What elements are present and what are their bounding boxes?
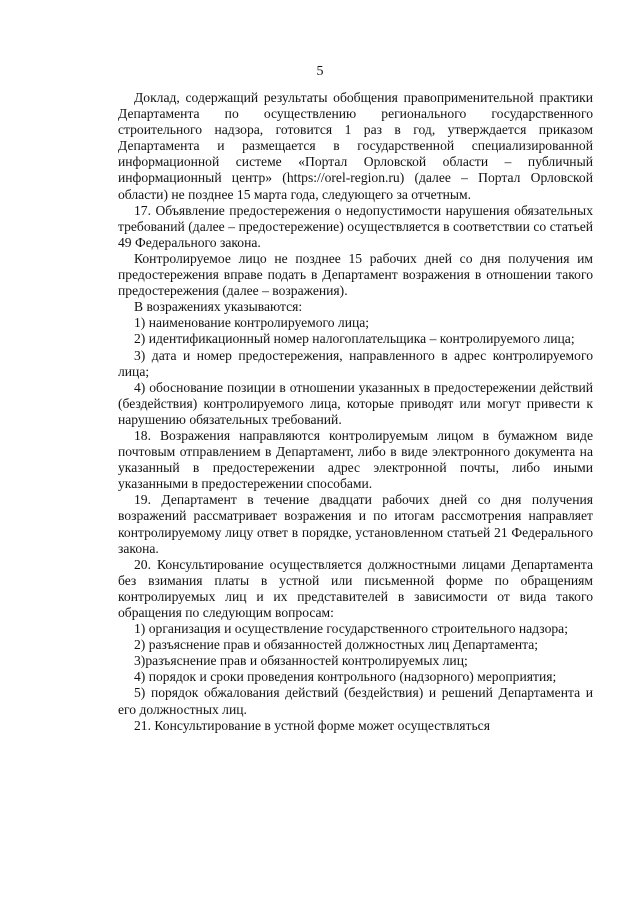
consult-item-3: 3)разъяснение прав и обязанностей контролируемых лиц;	[134, 653, 468, 669]
list-item-3: 3) дата и номер предостережения, направленного в адрес контролируемого лица;	[118, 347, 593, 379]
consult-item-2: 2) разъяснение прав и обязанностей должностных лиц Департамента;	[134, 637, 539, 653]
list-item-1: 1) наименование контролируемого лица;	[134, 315, 370, 331]
paragraph-21: 21. Консультирование в устной форме может осуществляться	[134, 717, 490, 733]
consult-item-1: 1) организация и осуществление государственного строительного надзора;	[134, 621, 568, 637]
paragraph-17: 17. Объявление предостережения о недопустимости нарушения обязательных требований (далее – предостережение) осуществляется в соответствии со статьей 49 Федерального закона.	[118, 202, 593, 250]
list-item-4: 4) обоснование позиции в отношении указанных в предостережении действий (бездействия) контролируемого лица, которые приводят или могут привести к нарушению обязательных требований.	[118, 379, 593, 427]
paragraph-20: 20. Консультирование осуществляется должностными лицами Департамента без взимания платы в устной или письменной форме по обращениям контролируемых лиц и их представителей в зависимости от вида такого обращения по следующим вопросам:	[118, 556, 593, 620]
paragraph-report: Доклад, содержащий результаты обобщения правоприменительной практики Департамента по осуществлению регионального государственного строительного надзора, готовится 1 раз в год, утверждается приказом Департамента и размещается в государственной специализированной информационной системе «Портал Орловской области – публичный информационный центр» (https://orel-region.ru) (далее – Портал Орловской области) не позднее 15 марта года, следующего за отчетным.	[118, 90, 593, 202]
consult-item-5: 5) порядок обжалования действий (бездействия) и решений Департамента и его должностных лиц.	[118, 685, 593, 717]
paragraph-objections-contents: В возражениях указываются:	[134, 299, 303, 315]
list-item-2: 2) идентификационный номер налогоплательщика – контролируемого лица;	[134, 331, 575, 347]
consult-item-4: 4) порядок и сроки проведения контрольного (надзорного) мероприятия;	[134, 669, 557, 685]
paragraph-objections: Контролируемое лицо не позднее 15 рабочих дней со дня получения им предостережения вправе подать в Департамент возражения в отношении такого предостережения (далее – возражения).	[118, 250, 593, 299]
paragraph-19: 19. Департамент в течение двадцати рабочих дней со дня получения возражений рассматривает возражения и по итогам рассмотрения направляет контролируемому лицу ответ в порядке, установленном статьей 21 Федерального закона.	[118, 492, 593, 556]
page-number: 5	[316, 64, 324, 79]
paragraph-18: 18. Возражения направляются контролируемым лицом в бумажном виде почтовым отправлением в Департамент, либо в виде электронного документа на указанный в предостережении адрес электронной почты, либо иными указанными в предостережении способами.	[118, 427, 593, 492]
document-body	[118, 90, 593, 734]
